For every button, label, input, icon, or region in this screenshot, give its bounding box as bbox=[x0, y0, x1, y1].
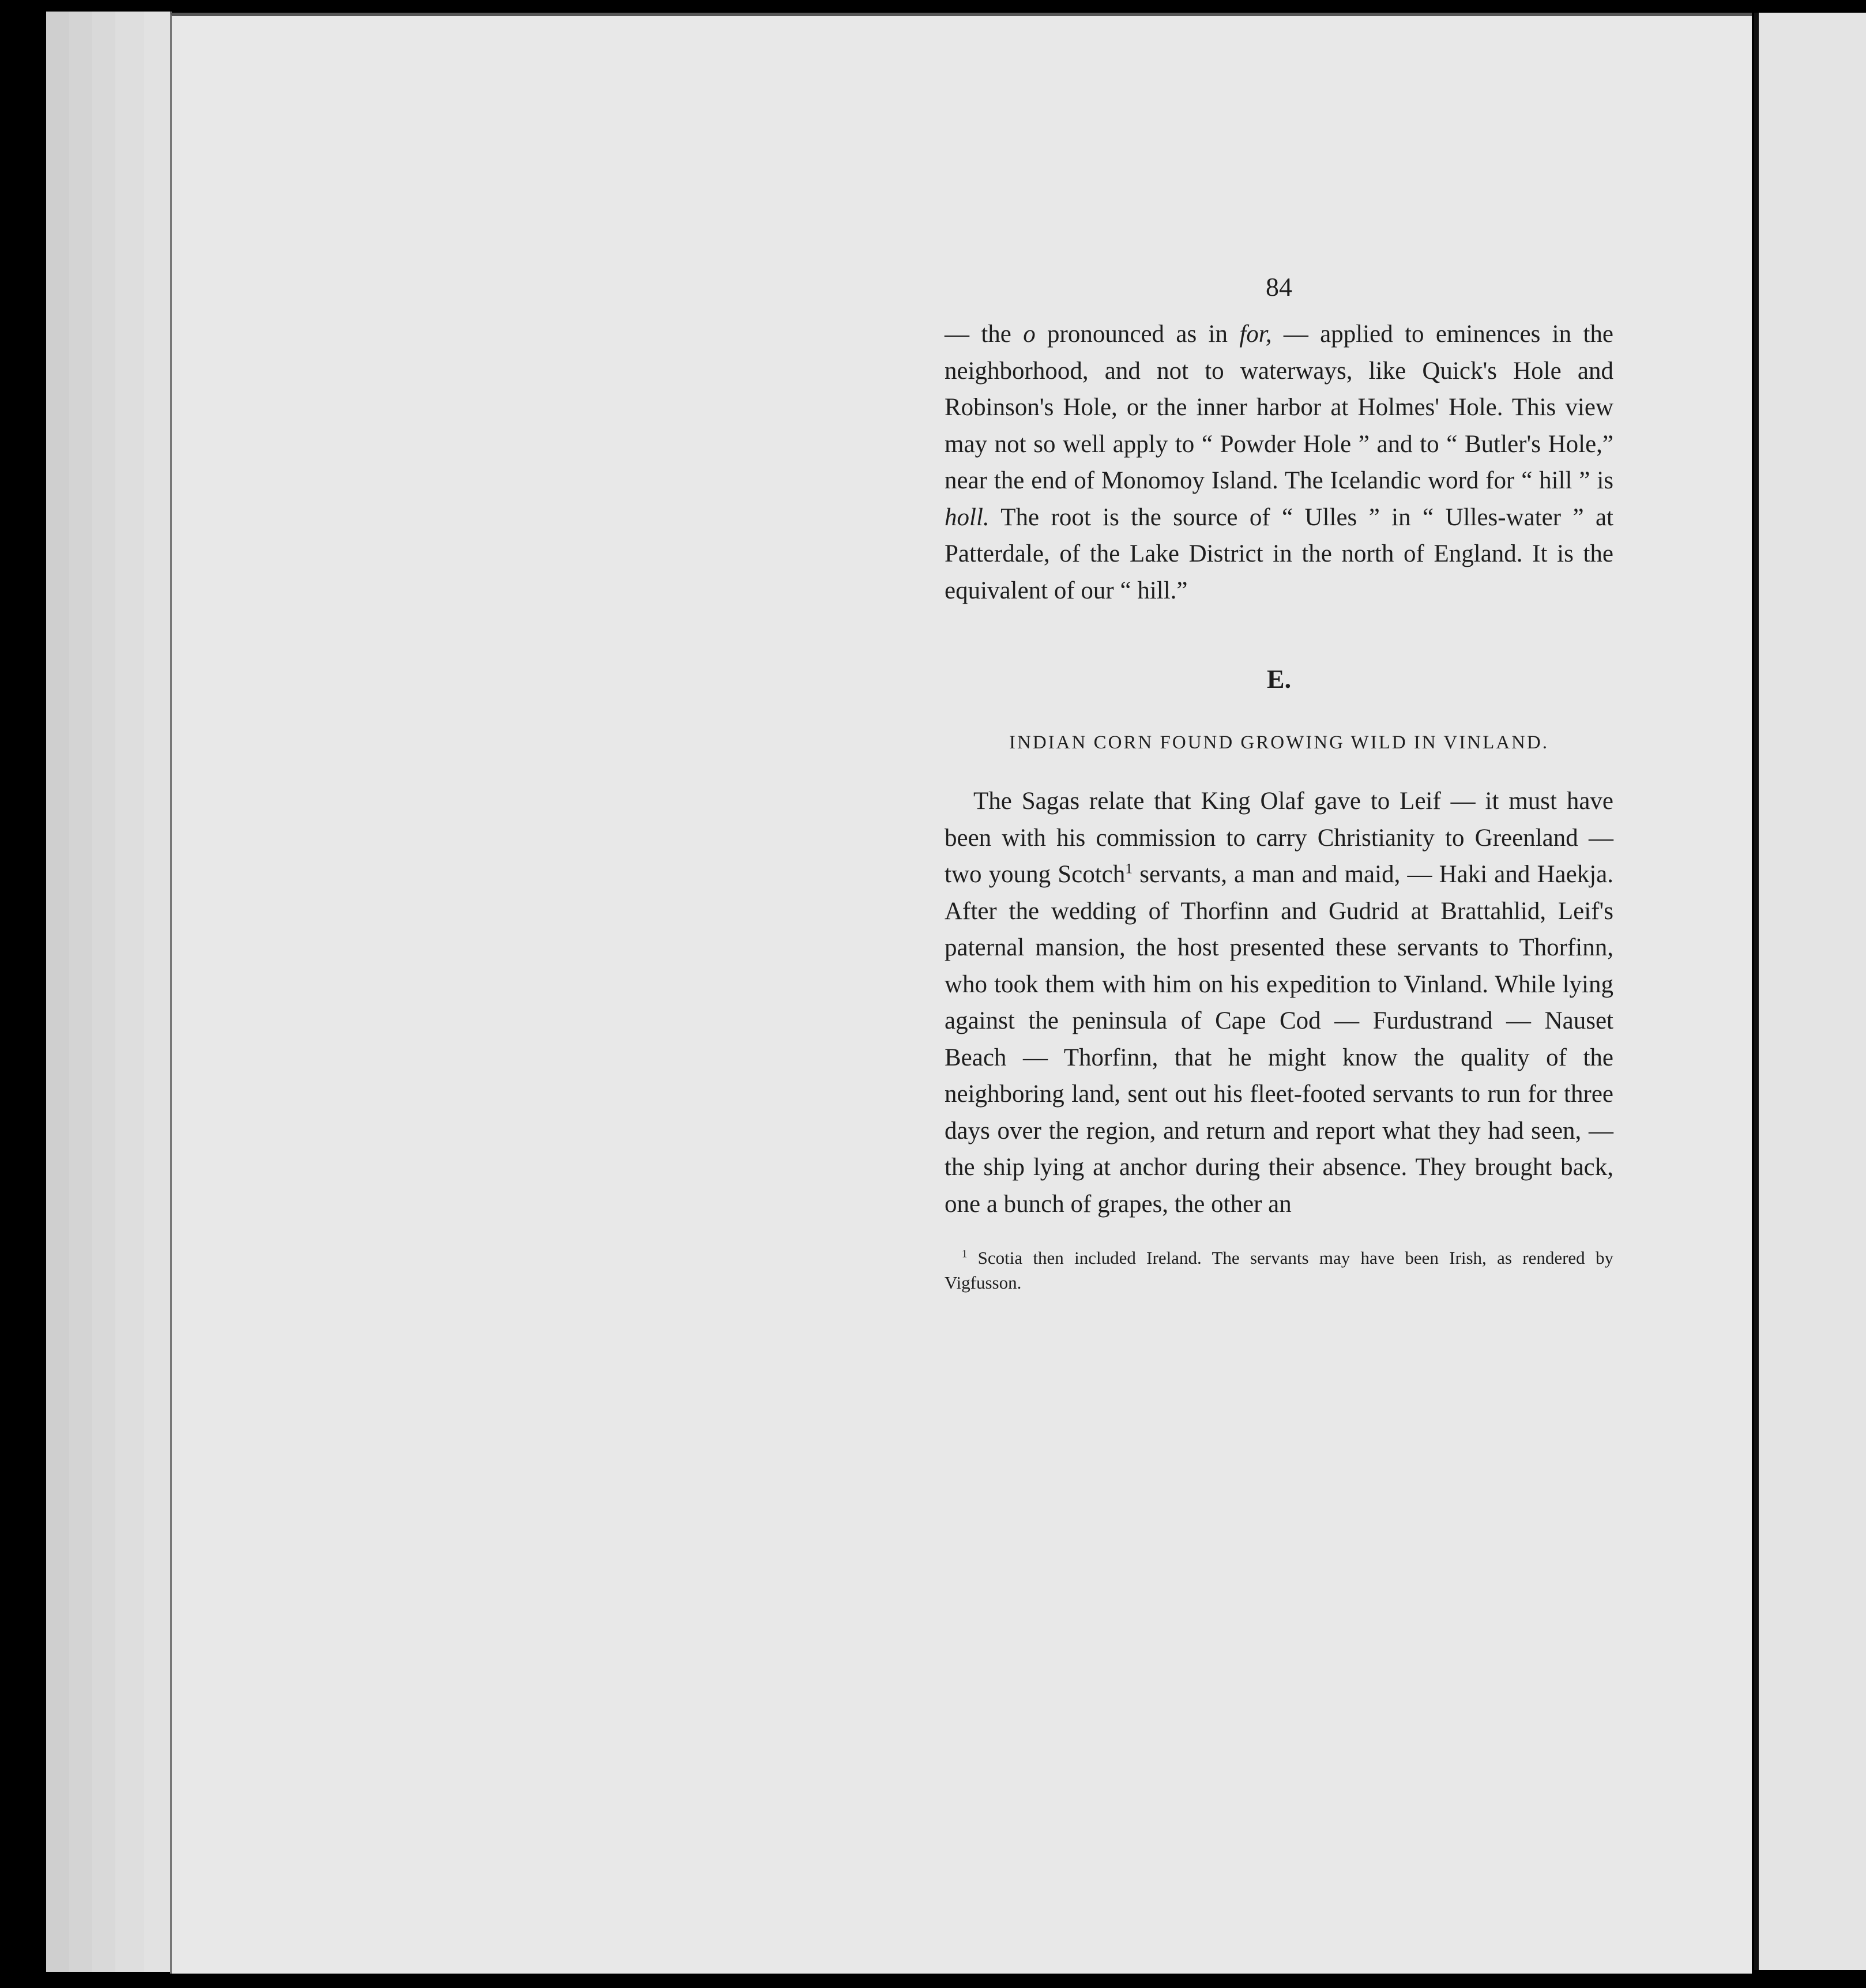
footnote-marker: 1 bbox=[962, 1248, 968, 1260]
page-content bbox=[945, 270, 1613, 1295]
section-title: INDIAN CORN FOUND GROWING WILD IN VINLAND. bbox=[1009, 732, 1549, 753]
page-stack-edge bbox=[115, 12, 146, 1972]
page-stack-edge bbox=[92, 12, 117, 1972]
paragraph-sagas: The Sagas relate that King Olaf gave to Leif — it must have been with his commission to carry Christianity to Greenland — two young Scotch$^1$ servants, a man and maid, — Haki and Haekja. After the wedding of Thorfinn and Gudrid at Brattahlid, Leif's paternal mansion, the host presented these servants to Thorfinn, who took them with him on his expedition to Vinland. While lying against the peninsula of Cape Cod — Furdustrand — Nauset Beach — Thorfinn, that he might know the quality of the neighboring land, sent out his fleet-footed servants to run for three days over the region, and return and report what they had seen, — the ship lying at anchor during their absence. They brought back, one a bunch of grapes, the other an bbox=[945, 788, 1613, 1218]
adjacent-page-edge bbox=[1754, 13, 1866, 1970]
footnote: $^1$ Scotia then included Ireland. The servants may have been Irish, as rendered by Vigfusson. bbox=[945, 1248, 1613, 1293]
book-page bbox=[170, 13, 1752, 1974]
page-number: 84 bbox=[1266, 272, 1292, 302]
section-letter: E. bbox=[1266, 664, 1292, 694]
page-stack-edge bbox=[69, 12, 94, 1972]
page-stack-edge bbox=[144, 12, 172, 1972]
page-stack-edge bbox=[46, 12, 71, 1972]
paragraph-continued: — the o pronounced as in for, — applied to eminences in the neighborhood, and not to waterways, like Quick's Hole and Robinson's Hole, or the inner harbor at Holmes' Hole. This view may not so well apply to “ Powder Hole ” and to “ Butler's Hole,” near the end of Monomoy Island. The Icelandic word for “ hill ” is holl. The root is the source of “ Ulles ” in “ Ulles-water ” at Patterdale, of the Lake District in the north of England. It is the equivalent of our “ hill.” bbox=[945, 321, 1613, 604]
footnote-reference: 1 bbox=[1125, 860, 1133, 877]
